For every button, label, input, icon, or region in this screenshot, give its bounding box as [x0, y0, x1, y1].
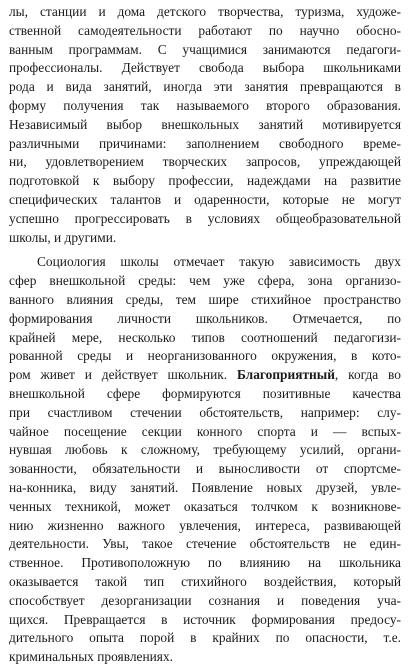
text-line: деятельности. Увы, такое стечение обстоятельств не един-	[9, 536, 401, 552]
text-line: сфер внешкольной среды: чем уже сфера, зона организо-	[9, 273, 401, 289]
text-line: Независимый выбор внешкольных занятий мотивируется	[9, 116, 401, 132]
text-line: ственное. Противоположную по влиянию на школьника	[9, 555, 401, 571]
text-line: крайней мере, несколько типов соотношений педагогизи-	[9, 329, 401, 345]
paragraph-2	[9, 253, 401, 667]
text-line: рованной среды и неорганизованного окружения, в кото-	[9, 348, 401, 364]
text-line: чайное посещение секции конного спорта и — вспых-	[9, 423, 401, 439]
text-line: оказывается такой тип стихийного воздействия, который	[9, 573, 401, 589]
text-line: рода и вида занятий, иногда эти занятия превращаются в	[9, 79, 401, 95]
text-fragment: , когда во	[334, 367, 401, 383]
text-fragment: ром живет и действует школьник.	[9, 367, 228, 383]
text-line: различными причинами: заполнением свободного време-	[9, 135, 401, 151]
text-line: способствует дезорганизации сознания и поведения уча-	[9, 592, 401, 608]
text-line: дительного опыта порой в крайних по опасности, т.е.	[9, 630, 401, 646]
text-line: зованности, обязательности и выносливости от спортсме-	[9, 461, 401, 477]
text-line: нию жизненно важного увлечения, интереса, развивающей	[9, 517, 401, 533]
text-line: ченных техникой, может оказаться толчком к возникнове-	[9, 498, 401, 514]
text-line: криминальных проявлениях.	[9, 649, 173, 665]
text-line: внешкольной сфере формируются позитивные качества	[9, 385, 401, 401]
text-line: при счастливом стечении обстоятельств, например: слу-	[9, 404, 401, 420]
text-line: успешно прогрессировать в условиях общеобразовательной	[9, 210, 401, 226]
text-line-with-bold-term	[9, 366, 401, 385]
text-line: ни, удовлетворением творческих запросов, упреждающей	[9, 154, 401, 170]
bold-term: Благоприятный	[237, 367, 335, 383]
text-line: школы, и другими.	[9, 229, 117, 245]
text-line: подготовкой к выбору профессии, надеждами на развитие	[9, 173, 401, 189]
text-line: ванным программам. С учащимися занимаются педагоги-	[9, 41, 401, 57]
text-line: форму получения так называемого второго образования.	[9, 97, 401, 113]
text-line: ванного влияния среды, тем шире стихийное пространство	[9, 291, 401, 307]
text-line: формирования личности школьников. Отмечается, по	[9, 310, 401, 326]
text-line: нувшая любовь к сложному, требующему усилий, органи-	[9, 442, 401, 458]
text-line: на-конника, виду занятий. Появление новых друзей, увле-	[9, 479, 401, 495]
text-line: щихся. Превращается в источник формирования предосу-	[9, 611, 401, 627]
text-line: лы, станции и дома детского творчества, туризма, художе-	[9, 4, 401, 19]
text-line: Социология школы отмечает такую зависимость двух	[37, 254, 401, 270]
text-line: ственной самодеятельности работают по научно обосно-	[9, 22, 401, 38]
text-line: специфических талантов и одаренности, которые не могут	[9, 191, 401, 207]
text-line: профессионалы. Действует свобода выбора школьниками	[9, 60, 401, 76]
paragraph-1	[9, 3, 401, 247]
